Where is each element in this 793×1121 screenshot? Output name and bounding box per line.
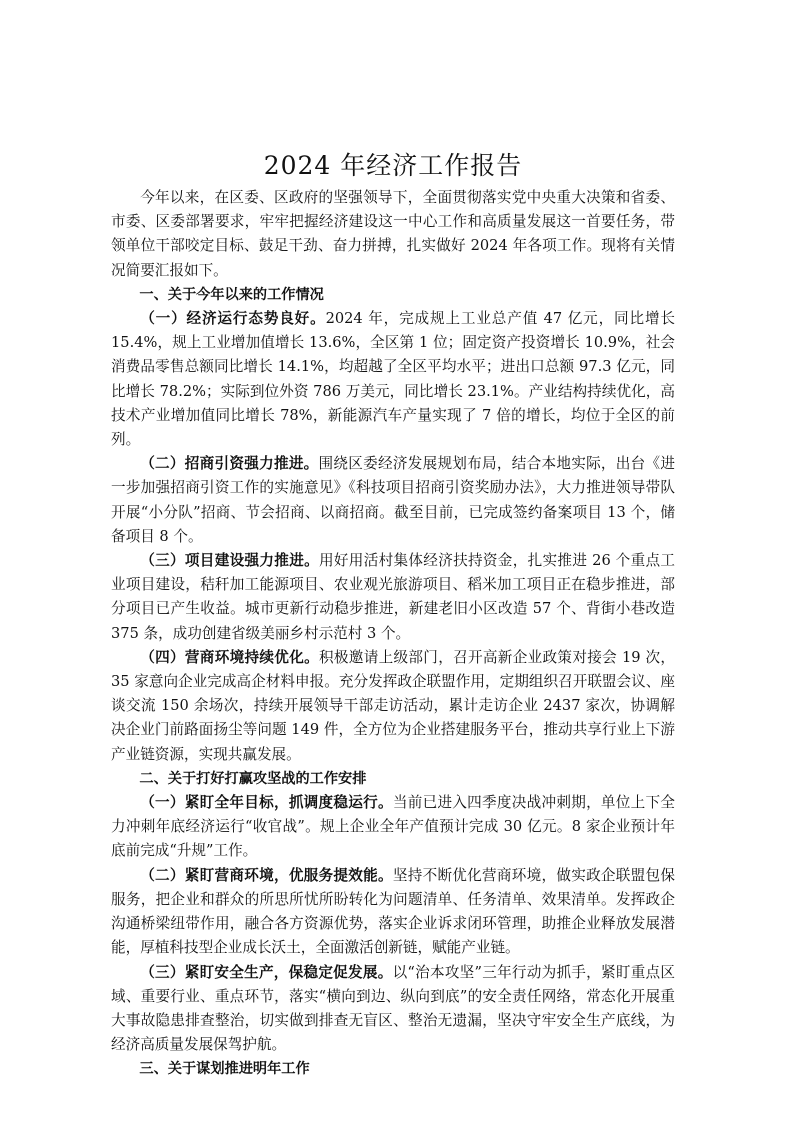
paragraph-lead: （三）紧盯安全生产，保稳定促发展。 bbox=[140, 963, 393, 981]
section-1-paragraph-3 bbox=[111, 549, 675, 646]
paragraph-body: 当前已进入四季度决战冲刺期，单位上下全力冲刺年底经济运行“收官战”。规上企业全年产值预计完成 30 亿元。8 家企业预计年底前完成“升规”工作。 bbox=[111, 794, 675, 860]
paragraph-lead: （四）营商环境持续优化。 bbox=[140, 648, 319, 666]
paragraph-lead: （二）招商引资强力推进。 bbox=[140, 455, 319, 473]
section-2-heading: 二、关于打好打赢攻坚战的工作安排 bbox=[139, 770, 367, 787]
paragraph-lead: （一）经济运行态势良好。 bbox=[140, 310, 326, 328]
paragraph-body: 以“治本攻坚”三年行动为抓手，紧盯重点区域、重要行业、重点环节，落实“横向到边、纵向到底”的安全责任网络，常态化开展重大事故隐患排查整治，切实做到排查无盲区、整治无遗漏，坚决守牢安全生产底线，为经济高质量发展保驾护航。 bbox=[111, 963, 675, 1054]
paragraph-body: 围绕区委经济发展规划布局，结合本地实际，出台《进一步加强招商引资工作的实施意见》《科技项目招商引资奖励办法》，大力推进领导带队开展“小分队”招商、节会招商、以商招商。截至目前，已完成签约备案项目 13 个，储备项目 8 个。 bbox=[111, 455, 675, 545]
section-1-heading: 一、关于今年以来的工作情况 bbox=[139, 286, 324, 303]
paragraph-body: 坚持不断优化营商环境，做实政企联盟包保服务，把企业和群众的所思所忧所盼转化为问题清单、任务清单、效果清单。发挥政企沟通桥梁纽带作用，融合各方资源优势，落实企业诉求闭环管理，助推企业释放发展潜能，厚植科技型企业成长沃土，全面激活创新链，赋能产业链。 bbox=[111, 866, 675, 957]
paragraph-lead: （一）紧盯全年目标，抓调度稳运行。 bbox=[140, 794, 393, 812]
section-2-paragraph-3 bbox=[111, 961, 675, 1058]
section-2-paragraph-2 bbox=[111, 864, 675, 961]
paragraph-lead: （三）项目建设强力推进。 bbox=[140, 552, 319, 570]
paragraph-body: 积极邀请上级部门，召开高新企业政策对接会 19 次，35 家意向企业完成高企材料申报。充分发挥政企联盟作用，定期组织召开联盟会议、座谈交流 150 余场次，持续开展领导干部走访活动，累计走访企业 2437 家次，协调解决企业门前路面扬尘等问题 149 件，全方位为企业搭建服务平台，推动共享行业上下游产业链资源，实现共赢发展。 bbox=[111, 648, 675, 763]
section-3-heading: 三、关于谋划推进明年工作 bbox=[139, 1061, 310, 1078]
section-2-paragraph-1 bbox=[111, 791, 675, 864]
paragraph-lead: （二）紧盯营商环境，优服务提效能。 bbox=[140, 866, 393, 884]
intro-paragraph: 今年以来，在区委、区政府的坚强领导下，全面贯彻落实党中央重大决策和省委、市委、区委部署要求，牢牢把握经济建设这一中心工作和高质量发展这一首要任务，带领单位干部咬定目标、鼓足干劲、奋力拼搏，扎实做好 2024 年各项工作。现将有关情况简要汇报如下。 bbox=[111, 189, 675, 279]
paragraph-body: 2024 年，完成规上工业总产值 47 亿元，同比增长 15.4%，规上工业增加值增长 13.6%，全区第 1 位；固定资产投资增长 10.9%，社会消费品零售总额同比增长 14.1%，均超越了全区平均水平；进出口总额 97.3 亿元，同比增长 78.2%；实际到位外资 786 万美元，同比增长 23.1%。产业结构持续优化，高技术产业增加值同比增长 78%，新能源汽车产量实现了 7 倍的增长，均位于全区的前列。 bbox=[111, 310, 675, 449]
section-1-paragraph-2 bbox=[111, 452, 675, 549]
section-1-paragraph-4 bbox=[111, 646, 675, 767]
document-title: 2024 年经济工作报告 bbox=[263, 151, 523, 180]
section-1-paragraph-1 bbox=[111, 307, 675, 452]
paragraph-body: 用好用活村集体经济扶持资金，扎实推进 26 个重点工业项目建设，秸秆加工能源项目、农业观光旅游项目、稻米加工项目正在稳步推进，部分项目已产生收益。城市更新行动稳步推进，新建老旧小区改造 57 个、背街小巷改造 375 条，成功创建省级美丽乡村示范村 3 个。 bbox=[111, 552, 675, 642]
